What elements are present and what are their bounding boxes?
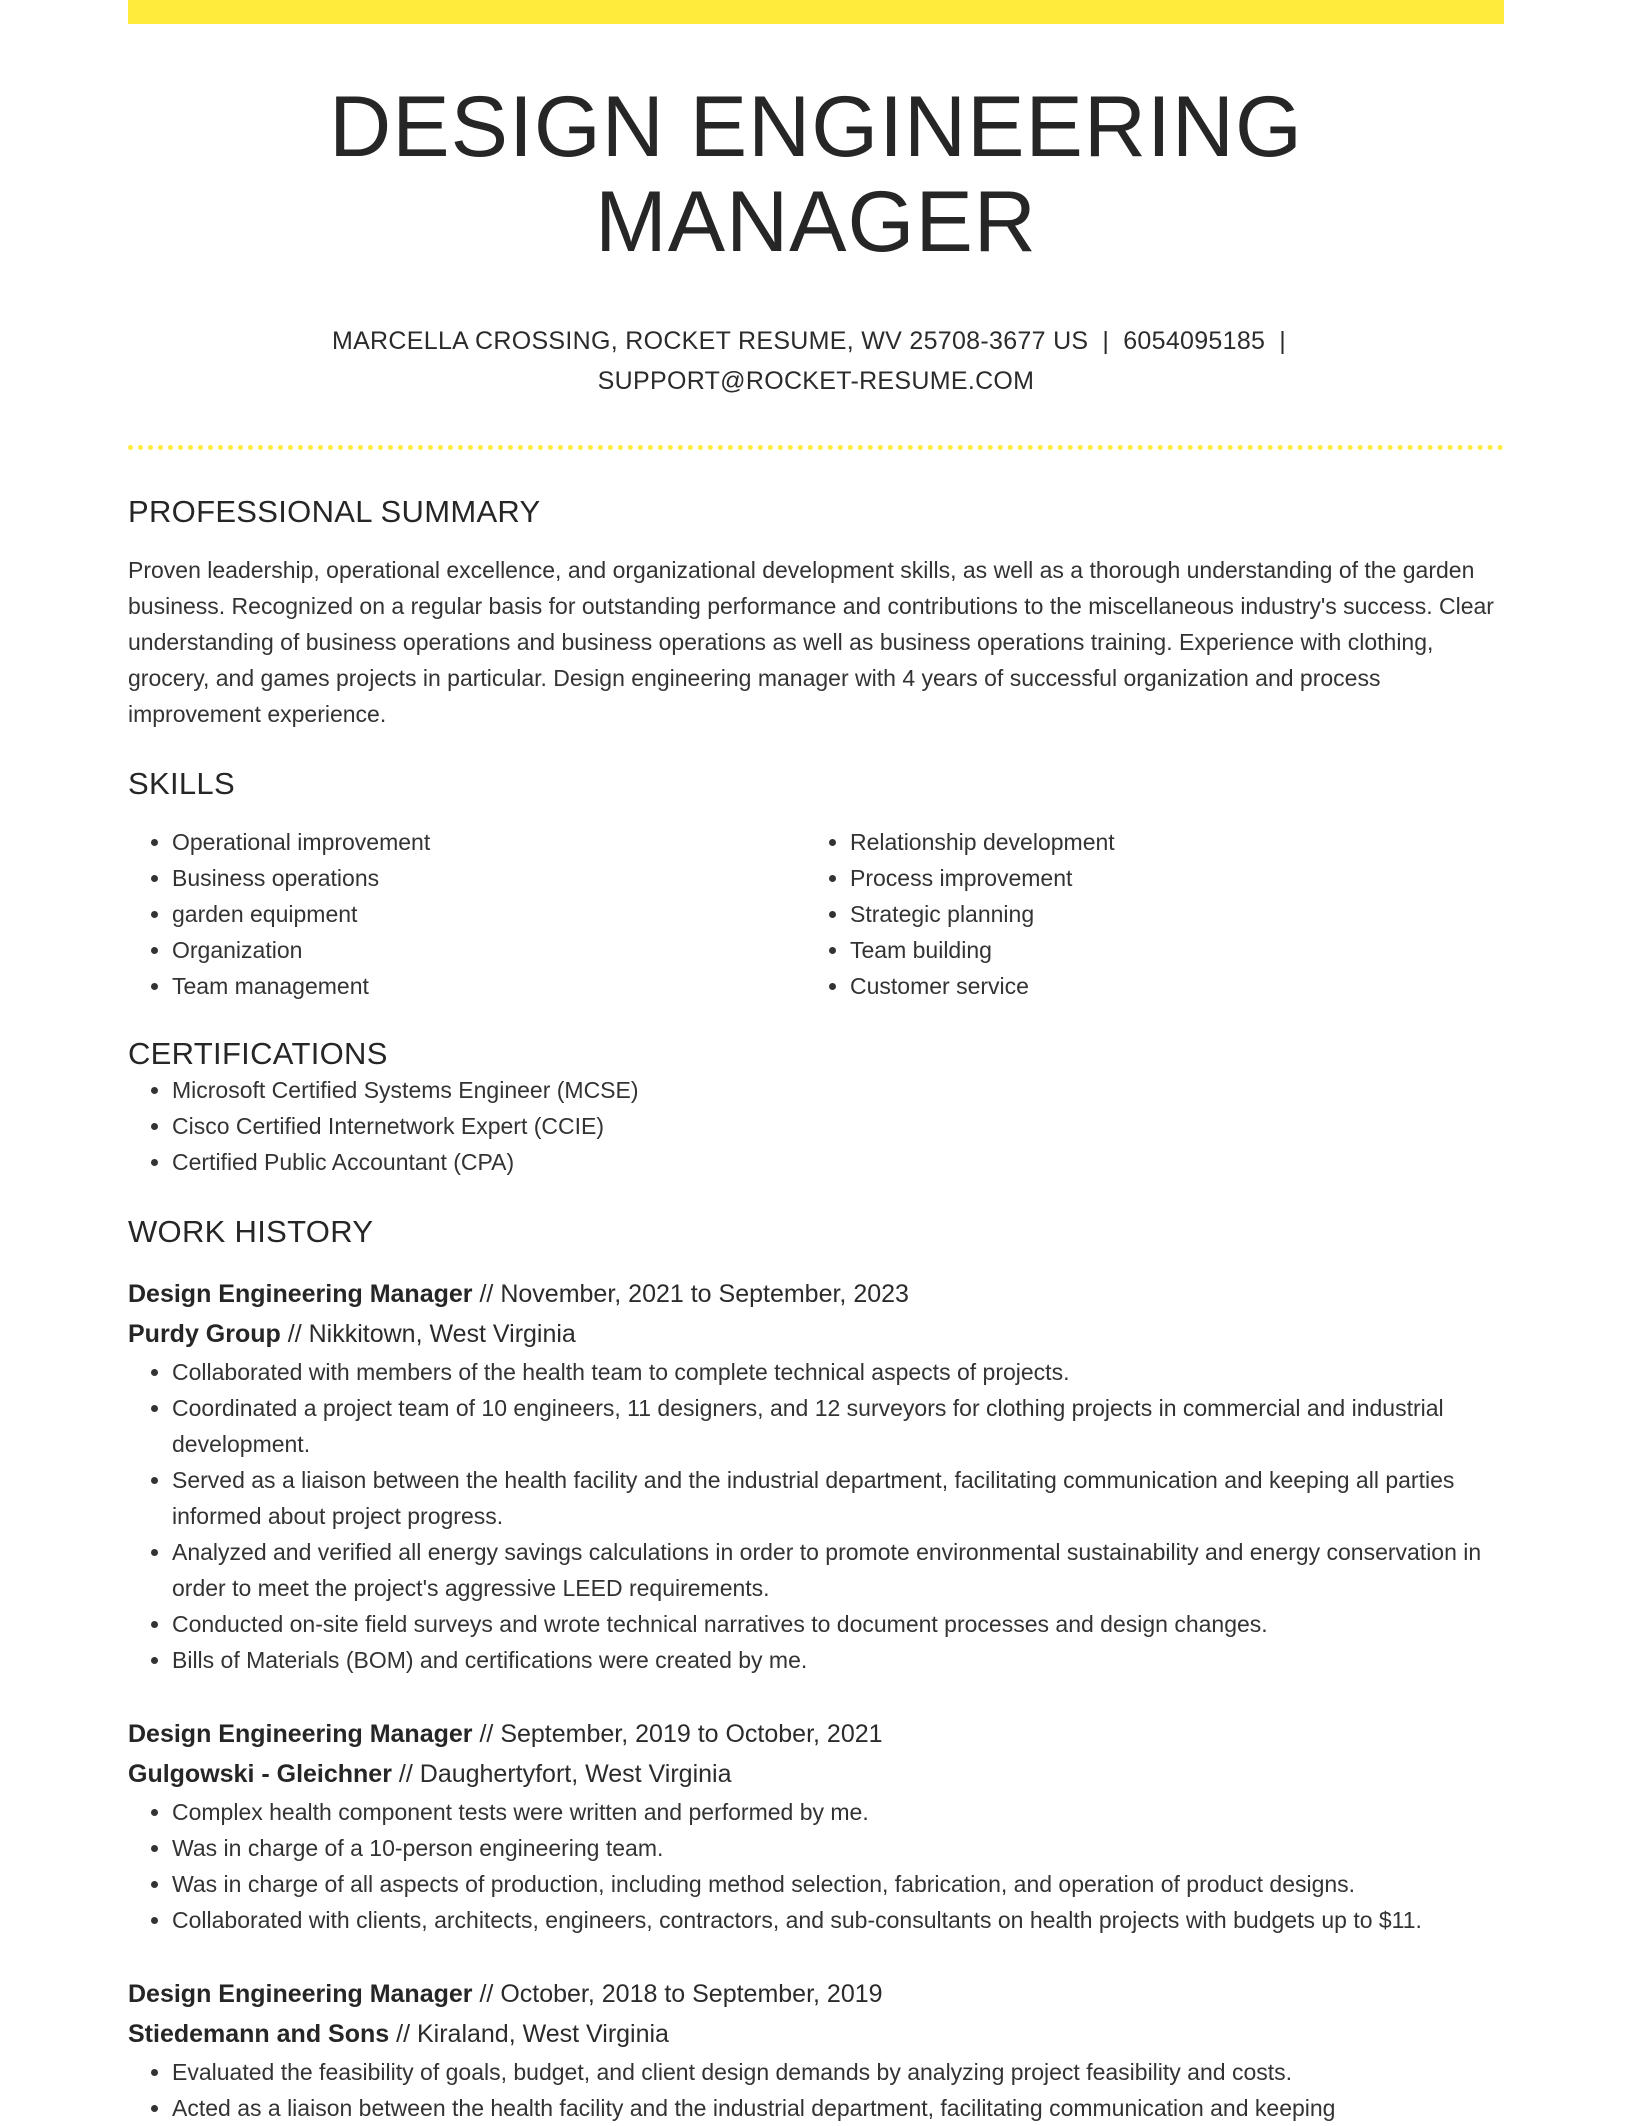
- job-separator: //: [287, 1320, 302, 1349]
- job-bullet: • Collaborated with clients, architects, engineers, contractors, and sub-consultants on health projects with budgets up to $11.: [172, 1902, 1504, 1938]
- job-bullet: • Acted as a liaison between the health facility and the industrial department, facilitating communication and keeping: [172, 2090, 1504, 2126]
- job-bullet: • Coordinated a project team of 10 engineers, 11 designers, and 12 surveyors for clothing projects in commercial and industrial development.: [172, 1390, 1504, 1462]
- skill-item: • Strategic planning: [850, 896, 1484, 932]
- contact-phone: 6054095185: [1123, 327, 1266, 356]
- job-dates: November, 2021 to September, 2023: [500, 1280, 909, 1309]
- job-title-line: [128, 1274, 1504, 1314]
- job-separator: //: [398, 1760, 413, 1789]
- certifications-list: [128, 1072, 1504, 1180]
- dotted-divider: [128, 445, 1504, 450]
- job-company-line: [128, 2014, 1504, 2054]
- job-location: Daughertyfort, West Virginia: [419, 1760, 732, 1789]
- skill-item: • Team management: [172, 968, 806, 1004]
- job-title-line: [128, 1714, 1504, 1754]
- certifications-heading: CERTIFICATIONS: [128, 1036, 388, 1072]
- job-company: Stiedemann and Sons: [128, 2020, 390, 2049]
- job-dates: October, 2018 to September, 2019: [500, 1980, 883, 2009]
- job-entry: [128, 1714, 1504, 1938]
- job-company-line: [128, 1754, 1504, 1794]
- job-bullet: • Evaluated the feasibility of goals, budget, and client design demands by analyzing project feasibility and costs.: [172, 2054, 1504, 2090]
- skill-item: • Operational improvement: [172, 824, 806, 860]
- job-company: Gulgowski - Gleichner: [128, 1760, 392, 1789]
- job-bullet: • Conducted on-site field surveys and wrote technical narratives to document processes and design changes.: [172, 1606, 1504, 1642]
- job-separator: //: [396, 2020, 411, 2049]
- job-bullet: • Was in charge of a 10-person engineering team.: [172, 1830, 1504, 1866]
- skills-column-right: [806, 824, 1484, 1004]
- certification-item: • Certified Public Accountant (CPA): [172, 1144, 1504, 1180]
- job-company-line: [128, 1314, 1504, 1354]
- skill-item: • Process improvement: [850, 860, 1484, 896]
- job-location: Nikkitown, West Virginia: [308, 1320, 576, 1349]
- contact-separator: |: [1102, 327, 1110, 356]
- skills-column-left: [128, 824, 806, 1004]
- job-bullets: [128, 2054, 1504, 2126]
- job-bullet: • Served as a liaison between the health facility and the industrial department, facilitating communication and keeping all parties informed about project progress.: [172, 1462, 1504, 1534]
- job-bullet: • Bills of Materials (BOM) and certifications were created by me.: [172, 1642, 1504, 1678]
- skill-item: • Organization: [172, 932, 806, 968]
- contact-separator: |: [1279, 327, 1287, 356]
- job-entry: [128, 1974, 1504, 2126]
- job-bullets: [128, 1794, 1504, 1938]
- job-title: Design Engineering Manager: [128, 1980, 473, 2009]
- job-company: Purdy Group: [128, 1320, 281, 1349]
- work-history-heading: WORK HISTORY: [128, 1214, 374, 1250]
- skill-item: • Business operations: [172, 860, 806, 896]
- job-bullet: • Was in charge of all aspects of production, including method selection, fabrication, and operation of product designs.: [172, 1866, 1504, 1902]
- resume-page: [128, 0, 1504, 2126]
- skill-item: • Team building: [850, 932, 1484, 968]
- accent-top-bar: [128, 0, 1504, 24]
- skill-item: • Relationship development: [850, 824, 1484, 860]
- job-bullets: [128, 1354, 1504, 1678]
- contact-address: MARCELLA CROSSING, ROCKET RESUME, WV 25708-3677 US: [331, 327, 1089, 356]
- job-separator: //: [479, 1720, 494, 1749]
- job-bullet: • Collaborated with members of the health team to complete technical aspects of projects.: [172, 1354, 1504, 1390]
- job-bullet: • Analyzed and verified all energy savings calculations in order to promote environmental sustainability and energy conservation in order to meet the project's aggressive LEED requirements.: [172, 1534, 1504, 1606]
- certification-item: • Microsoft Certified Systems Engineer (MCSE): [172, 1072, 1504, 1108]
- job-separator: //: [479, 1980, 494, 2009]
- skill-item: • Customer service: [850, 968, 1484, 1004]
- skills-grid: [128, 824, 1504, 1004]
- job-dates: September, 2019 to October, 2021: [500, 1720, 883, 1749]
- skill-item: • garden equipment: [172, 896, 806, 932]
- job-location: Kiraland, West Virginia: [416, 2020, 669, 2049]
- skills-heading: SKILLS: [128, 766, 235, 802]
- job-entry: [128, 1274, 1504, 1678]
- certification-item: • Cisco Certified Internetwork Expert (CCIE): [172, 1108, 1504, 1144]
- job-title: Design Engineering Manager: [128, 1720, 473, 1749]
- summary-text: Proven leadership, operational excellence, and organizational development skills, as well as a thorough understanding of the garden business. Recognized on a regular basis for outstanding performance and contributions to the miscellaneous industry's success. Clear understanding of business operations and business operations as well as business operations training. Experience with clothing, grocery, and games projects in particular. Design engineering manager with 4 years of successful organization and process improvement experience.: [128, 557, 1494, 728]
- job-separator: //: [479, 1280, 494, 1309]
- job-title: Design Engineering Manager: [128, 1280, 473, 1309]
- contact-info: [128, 321, 1504, 401]
- summary-heading: PROFESSIONAL SUMMARY: [128, 494, 541, 530]
- job-title-line: [128, 1974, 1504, 2014]
- job-bullet: • Complex health component tests were written and performed by me.: [172, 1794, 1504, 1830]
- resume-title: DESIGN ENGINEERING MANAGER: [329, 79, 1303, 270]
- contact-email: SUPPORT@ROCKET-RESUME.COM: [597, 367, 1035, 396]
